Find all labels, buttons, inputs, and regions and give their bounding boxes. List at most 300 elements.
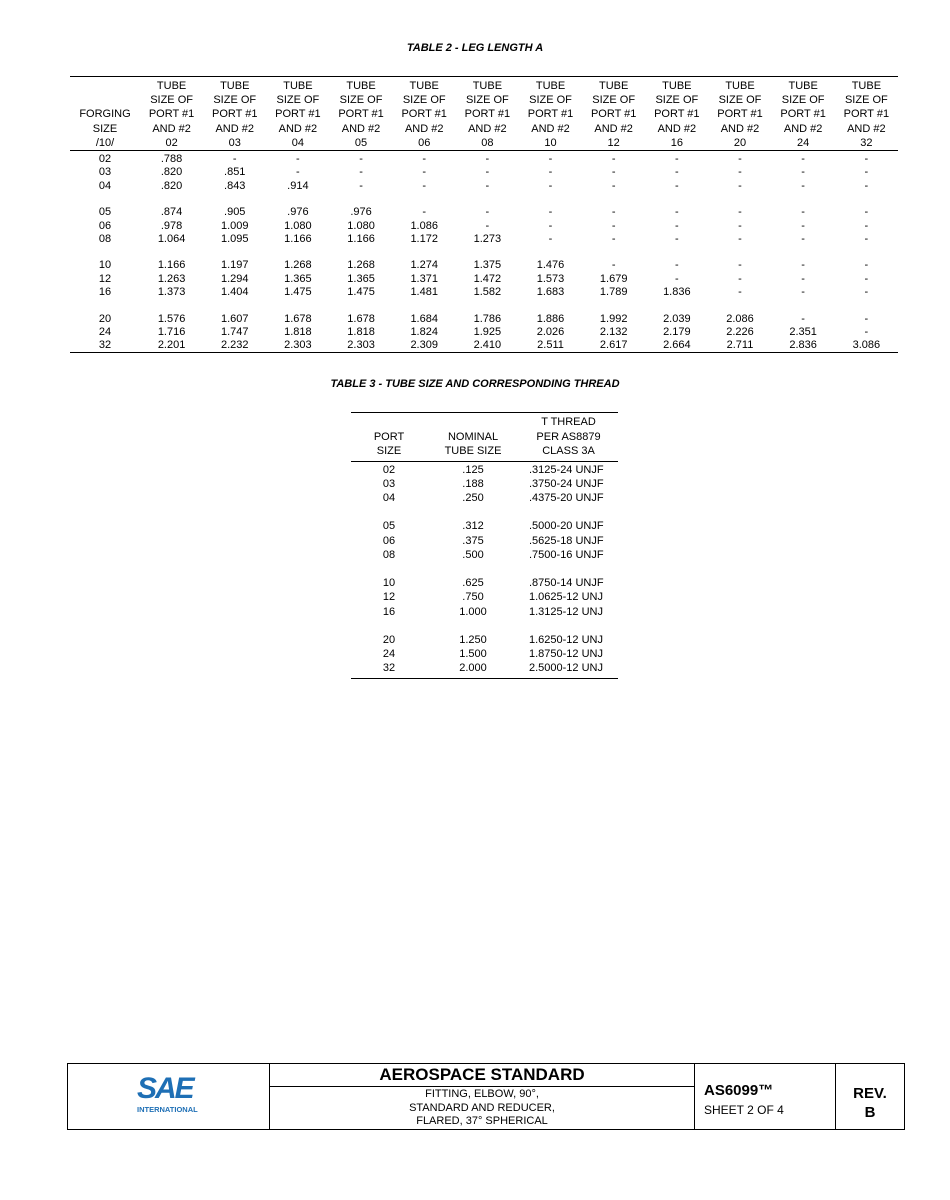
header-line: AND #2 xyxy=(278,122,318,135)
thread-cell: .5625-18 UNJF xyxy=(529,534,604,547)
header-line: TUBE xyxy=(535,80,566,92)
header-line: FORGING xyxy=(79,108,131,121)
table-row xyxy=(70,166,898,179)
leg-length-cell: 1.365 xyxy=(347,272,375,285)
leg-length-cell: 1.095 xyxy=(220,232,249,245)
leg-length-cell: - xyxy=(548,206,553,219)
thread-cell: .5000-20 UNJF xyxy=(529,520,604,533)
column-size: 05 xyxy=(354,136,368,149)
leg-length-cell: - xyxy=(296,153,300,166)
header-line: AND #2 xyxy=(657,122,697,135)
table-row xyxy=(351,647,618,661)
table-row xyxy=(70,339,898,353)
leg-length-cell: 1.472 xyxy=(473,272,502,285)
group-spacer xyxy=(351,562,618,576)
header-line: TUBE xyxy=(346,80,376,92)
leg-length-cell: 1.573 xyxy=(536,272,565,285)
tube-size-header xyxy=(772,77,835,151)
document-cell xyxy=(695,1064,836,1129)
header-line: SIZE OF xyxy=(718,94,762,107)
tube-size-header xyxy=(266,77,329,151)
column-size: 24 xyxy=(797,136,810,149)
leg-length-cell: 2.836 xyxy=(789,339,817,352)
table-row xyxy=(70,180,898,193)
leg-length-cell: - xyxy=(548,179,553,192)
leg-length-cell: 1.716 xyxy=(157,325,186,338)
thread-cell: 1.6250-12 UNJ xyxy=(529,633,603,646)
leg-length-cell: - xyxy=(359,153,363,166)
leg-length-cell: 1.786 xyxy=(473,312,502,325)
leg-length-cell: 1.373 xyxy=(157,285,186,298)
table-row xyxy=(351,633,618,647)
leg-length-cell: 1.371 xyxy=(410,272,438,285)
leg-length-cell: - xyxy=(485,219,490,232)
forging-size-cell: 20 xyxy=(98,312,112,325)
description-line: FLARED, 37° SPHERICAL xyxy=(416,1115,548,1127)
leg-length-cell: - xyxy=(674,153,679,166)
title-cell xyxy=(270,1064,695,1129)
leg-length-cell: - xyxy=(548,219,553,232)
leg-length-cell: 2.179 xyxy=(663,325,691,338)
header-line: PORT #1 xyxy=(527,108,574,121)
leg-length-cell: - xyxy=(611,259,616,272)
tube-size-cell: .188 xyxy=(462,477,484,490)
header-line: AND #2 xyxy=(215,122,254,135)
header-line: PORT #1 xyxy=(780,108,826,121)
port-size-cell: 24 xyxy=(382,648,396,661)
leg-length-cell: - xyxy=(674,166,679,179)
leg-length-cell: - xyxy=(801,166,805,179)
header-line: PORT #1 xyxy=(338,108,384,121)
standard-heading: AEROSPACE STANDARD xyxy=(270,1064,694,1087)
leg-length-cell: 1.607 xyxy=(220,312,249,325)
leg-length-cell: 1.274 xyxy=(410,259,438,272)
leg-length-cell: - xyxy=(738,232,742,245)
header-line: PORT #1 xyxy=(212,108,258,121)
thread-header xyxy=(519,413,618,462)
port-size-cell: 04 xyxy=(382,491,396,504)
tube-size-header xyxy=(140,77,203,151)
header-line: AND #2 xyxy=(531,122,570,135)
header-line: T THREAD xyxy=(541,416,596,428)
header-line: AND #2 xyxy=(152,122,191,135)
leg-length-cell: - xyxy=(738,153,742,166)
leg-length-cell: 1.925 xyxy=(473,325,502,338)
description-line: STANDARD AND REDUCER, xyxy=(409,1101,555,1114)
leg-length-cell: 1.818 xyxy=(347,325,375,338)
leg-length-cell: .820 xyxy=(160,166,183,179)
leg-length-cell: - xyxy=(864,312,869,325)
leg-length-cell: - xyxy=(801,259,805,272)
leg-length-cell: 1.824 xyxy=(410,325,438,338)
leg-length-cell: 1.375 xyxy=(473,259,502,272)
forging-size-header xyxy=(70,77,140,151)
header-line: SIZE OF xyxy=(844,94,888,107)
port-size-cell: 20 xyxy=(382,633,396,646)
leg-length-cell: - xyxy=(422,179,427,192)
tube-size-header xyxy=(708,77,771,151)
header-line: AND #2 xyxy=(594,122,633,135)
leg-length-cell: 1.064 xyxy=(157,232,186,245)
header-line: AND #2 xyxy=(720,122,760,135)
table-row xyxy=(70,206,898,219)
forging-size-cell: 02 xyxy=(98,153,112,166)
header-line: AND #2 xyxy=(468,122,507,135)
tube-size-cell: .750 xyxy=(462,591,484,604)
group-spacer xyxy=(70,246,898,259)
header-line: SIZE OF xyxy=(529,94,572,107)
tube-size-header xyxy=(519,77,582,151)
table-row xyxy=(70,220,898,233)
leg-length-cell: 1.273 xyxy=(473,232,502,245)
forging-size-cell: 32 xyxy=(98,339,112,352)
leg-length-cell: 1.886 xyxy=(536,312,565,325)
leg-length-cell: - xyxy=(611,166,616,179)
leg-length-cell: - xyxy=(801,312,805,325)
leg-length-cell: 1.582 xyxy=(473,285,502,298)
leg-length-cell: - xyxy=(548,153,553,166)
forging-size-cell: 10 xyxy=(98,259,112,272)
header-line: TUBE xyxy=(851,80,882,92)
leg-length-cell: 1.294 xyxy=(220,272,249,285)
column-size: 32 xyxy=(860,136,873,149)
leg-length-cell: - xyxy=(485,206,490,219)
leg-length-cell: - xyxy=(801,179,805,192)
forging-size-cell: 05 xyxy=(98,206,112,219)
title-block xyxy=(67,1063,905,1130)
leg-length-cell: - xyxy=(674,206,679,219)
leg-length-cell: - xyxy=(864,166,869,179)
tube-size-header xyxy=(329,77,392,151)
leg-length-cell: 2.711 xyxy=(726,339,754,352)
header-line: PORT xyxy=(373,430,405,443)
table-row xyxy=(70,286,898,299)
header-line: SIZE OF xyxy=(655,94,699,107)
port-size-cell: 08 xyxy=(382,548,396,561)
port-size-cell: 12 xyxy=(382,591,396,604)
thread-cell: .3125-24 UNJF xyxy=(529,463,604,476)
header-line: CLASS 3A xyxy=(542,445,595,457)
leg-length-cell: .820 xyxy=(160,179,183,192)
tube-size-cell: .250 xyxy=(462,491,484,504)
column-size: 10 xyxy=(544,136,557,149)
column-size: 04 xyxy=(291,136,305,149)
tube-size-header xyxy=(393,77,456,151)
tube-size-cell: .625 xyxy=(462,577,484,590)
header-line: SIZE OF xyxy=(339,94,383,107)
header-line: PORT #1 xyxy=(654,108,700,121)
header-line: PORT #1 xyxy=(843,108,890,121)
port-size-cell: 03 xyxy=(382,477,396,490)
leg-length-cell: 2.232 xyxy=(220,339,249,352)
leg-length-cell: - xyxy=(674,179,679,192)
tube-size-cell: .375 xyxy=(462,534,484,547)
leg-length-cell: 1.172 xyxy=(410,232,438,245)
leg-length-cell: .976 xyxy=(350,206,372,219)
port-size-cell: 10 xyxy=(382,577,396,590)
port-size-cell: 32 xyxy=(382,662,396,675)
group-spacer xyxy=(351,619,618,633)
leg-length-cell: - xyxy=(611,179,616,192)
table-row xyxy=(351,461,618,477)
header-line: PORT #1 xyxy=(148,108,195,121)
port-size-cell: 16 xyxy=(382,605,396,618)
table-row xyxy=(351,661,618,678)
leg-length-cell: 1.166 xyxy=(157,259,186,272)
header-line: SIZE OF xyxy=(213,94,257,107)
description-line: FITTING, ELBOW, 90°, xyxy=(425,1088,539,1100)
leg-length-cell: 1.009 xyxy=(220,219,249,232)
leg-length-cell: 2.664 xyxy=(663,339,691,352)
header-line: TUBE xyxy=(472,80,503,92)
leg-length-cell: - xyxy=(611,219,616,232)
leg-length-cell: - xyxy=(422,206,427,219)
table-row xyxy=(351,477,618,491)
leg-length-cell: 1.678 xyxy=(284,312,312,325)
tube-size-cell: .312 xyxy=(462,520,484,533)
forging-size-cell: 12 xyxy=(98,272,112,285)
table-row xyxy=(351,605,618,619)
forging-size-cell: 06 xyxy=(98,219,112,232)
sae-logo-cell xyxy=(68,1064,270,1129)
header-line: SIZE OF xyxy=(592,94,636,107)
leg-length-cell: 1.080 xyxy=(284,219,312,232)
leg-length-cell: .788 xyxy=(160,153,183,166)
leg-length-cell: 1.789 xyxy=(599,285,628,298)
leg-length-cell: - xyxy=(548,232,553,245)
table-row xyxy=(351,519,618,533)
tube-size-cell: .500 xyxy=(462,548,484,561)
header-line: TUBE xyxy=(220,80,250,92)
column-size: 03 xyxy=(228,136,241,149)
header-line: TUBE xyxy=(156,80,187,92)
table-row xyxy=(70,259,898,272)
column-size: 12 xyxy=(607,136,620,149)
tube-size-header xyxy=(582,77,645,151)
table2-title: TABLE 2 - LEG LENGTH A xyxy=(406,42,544,54)
leg-length-cell: 1.818 xyxy=(284,325,312,338)
leg-length-cell: - xyxy=(738,259,742,272)
header-line: SIZE xyxy=(92,122,118,135)
thread-cell: .4375-20 UNJF xyxy=(529,491,604,504)
tube-size-cell: 1.250 xyxy=(459,633,487,646)
leg-length-cell: 1.268 xyxy=(347,259,375,272)
leg-length-cell: 1.365 xyxy=(284,272,312,285)
group-spacer xyxy=(351,505,618,519)
tube-size-header xyxy=(645,77,708,151)
revision-label: REV. xyxy=(853,1085,887,1102)
leg-length-cell: - xyxy=(864,206,869,219)
leg-length-cell: - xyxy=(611,232,616,245)
leg-length-cell: 1.678 xyxy=(347,312,375,325)
header-line: SIZE OF xyxy=(781,94,825,107)
leg-length-cell: - xyxy=(864,153,869,166)
leg-length-cell: - xyxy=(359,179,363,192)
column-size: 02 xyxy=(165,136,178,149)
leg-length-cell: - xyxy=(422,166,427,179)
leg-length-cell: 2.617 xyxy=(599,339,628,352)
table-row xyxy=(70,233,898,246)
thread-cell: 1.0625-12 UNJ xyxy=(529,591,603,604)
port-size-cell: 05 xyxy=(382,520,396,533)
sae-logo-mark: SAE xyxy=(137,1072,193,1105)
leg-length-cell: .851 xyxy=(224,166,246,179)
header-line: NOMINAL xyxy=(447,430,499,443)
port-size-cell: 02 xyxy=(382,463,396,476)
header-line: SIZE OF xyxy=(150,94,193,107)
leg-length-cell: - xyxy=(611,206,616,219)
table-row xyxy=(70,326,898,339)
header-line: /10/ xyxy=(95,136,115,149)
leg-length-cell: 1.268 xyxy=(284,259,312,272)
tube-size-cell: 2.000 xyxy=(459,662,487,675)
leg-length-cell: 1.197 xyxy=(220,259,249,272)
header-line: PORT #1 xyxy=(275,108,321,121)
header-line: PER AS8879 xyxy=(536,430,601,443)
leg-length-cell: - xyxy=(801,219,805,232)
leg-length-cell: - xyxy=(864,325,869,338)
sae-logo-subtext: INTERNATIONAL xyxy=(137,1105,198,1114)
leg-length-cell: .905 xyxy=(224,206,246,219)
header-line: TUBE xyxy=(409,80,439,92)
leg-length-cell: 2.511 xyxy=(537,339,564,352)
tube-size-header xyxy=(203,77,266,151)
leg-length-cell: - xyxy=(548,166,553,179)
leg-length-cell: - xyxy=(674,232,679,245)
thread-cell: .7500-16 UNJF xyxy=(529,548,604,561)
column-size: 16 xyxy=(670,136,683,149)
header-line: SIZE xyxy=(376,445,402,457)
header-line: PORT #1 xyxy=(464,108,511,121)
leg-length-cell: - xyxy=(864,179,869,192)
leg-length-cell: - xyxy=(738,179,742,192)
thread-cell: .3750-24 UNJF xyxy=(529,477,604,490)
leg-length-cell: - xyxy=(864,219,869,232)
leg-length-cell: - xyxy=(864,272,869,285)
table-row xyxy=(351,491,618,505)
header-line: PORT #1 xyxy=(401,108,447,121)
header-line: TUBE xyxy=(788,80,818,92)
thread-cell: 1.3125-12 UNJ xyxy=(529,605,603,618)
tube-size-cell: .125 xyxy=(462,463,484,476)
leg-length-cell: .874 xyxy=(160,206,183,219)
leg-length-cell: - xyxy=(801,206,805,219)
leg-length-cell: - xyxy=(232,153,237,166)
forging-size-cell: 04 xyxy=(98,179,112,192)
leg-length-cell: - xyxy=(611,153,616,166)
leg-length-cell: - xyxy=(738,219,742,232)
leg-length-cell: 1.086 xyxy=(410,219,438,232)
table-row xyxy=(70,313,898,326)
leg-length-cell: 1.992 xyxy=(599,312,628,325)
leg-length-cell: 1.836 xyxy=(663,285,691,298)
header-line: TUBE xyxy=(725,80,755,92)
table-row xyxy=(70,273,898,286)
header-line: TUBE xyxy=(283,80,313,92)
sheet-number: SHEET 2 OF 4 xyxy=(704,1103,784,1117)
leg-length-cell: 1.475 xyxy=(347,285,375,298)
column-size: 20 xyxy=(733,136,747,149)
leg-length-cell: - xyxy=(296,166,300,179)
revision-cell xyxy=(836,1064,904,1129)
leg-length-cell: - xyxy=(359,166,363,179)
leg-length-cell: - xyxy=(801,285,805,298)
forging-size-cell: 16 xyxy=(98,285,112,298)
leg-length-cell: 2.303 xyxy=(284,339,312,352)
leg-length-cell: 2.039 xyxy=(663,312,691,325)
leg-length-cell: 1.080 xyxy=(347,219,375,232)
header-line: TUBE xyxy=(662,80,692,92)
leg-length-cell: 2.351 xyxy=(789,325,817,338)
table-header-row xyxy=(70,77,898,151)
document-number: AS6099™ xyxy=(704,1082,774,1099)
port-size-header xyxy=(351,413,427,462)
header-line: AND #2 xyxy=(783,122,823,135)
leg-length-cell: - xyxy=(738,285,742,298)
leg-length-cell: - xyxy=(801,232,805,245)
table-row xyxy=(351,590,618,604)
leg-length-cell: 2.410 xyxy=(473,339,502,352)
header-line: PORT #1 xyxy=(717,108,763,121)
leg-length-cell: - xyxy=(864,232,869,245)
leg-length-cell: 3.086 xyxy=(852,339,881,352)
leg-length-cell: 2.201 xyxy=(157,339,186,352)
thread-cell: 1.8750-12 UNJ xyxy=(529,648,603,661)
leg-length-cell: - xyxy=(864,285,869,298)
leg-length-cell: 1.476 xyxy=(536,259,565,272)
thread-cell: 2.5000-12 UNJ xyxy=(529,662,603,675)
leg-length-cell: 2.303 xyxy=(347,339,375,352)
table-row xyxy=(70,151,898,167)
forging-size-cell: 08 xyxy=(98,232,112,245)
header-line: SIZE OF xyxy=(276,94,320,107)
leg-length-cell: - xyxy=(801,153,805,166)
leg-length-cell: .914 xyxy=(287,179,309,192)
table-row xyxy=(351,576,618,590)
leg-length-cell: .976 xyxy=(287,206,309,219)
leg-length-cell: - xyxy=(485,153,490,166)
thread-cell: .8750-14 UNJF xyxy=(529,577,604,590)
header-line: TUBE SIZE xyxy=(444,445,502,457)
leg-length-cell: 1.747 xyxy=(220,325,249,338)
header-line: AND #2 xyxy=(341,122,381,135)
leg-length-cell: 1.263 xyxy=(157,272,186,285)
leg-length-cell: - xyxy=(738,272,742,285)
leg-length-cell: 1.475 xyxy=(284,285,312,298)
leg-length-cell: 1.679 xyxy=(599,272,628,285)
forging-size-cell: 24 xyxy=(98,325,112,338)
tube-size-cell: 1.500 xyxy=(459,648,487,661)
tube-size-header xyxy=(456,77,519,151)
leg-length-cell: .978 xyxy=(160,219,183,232)
leg-length-cell: - xyxy=(422,153,427,166)
header-line: SIZE OF xyxy=(465,94,509,107)
header-line: SIZE OF xyxy=(402,94,446,107)
table-row xyxy=(351,548,618,562)
port-size-cell: 06 xyxy=(382,534,396,547)
table3-title: TABLE 3 - TUBE SIZE AND CORRESPONDING THREAD xyxy=(330,378,620,390)
leg-length-cell: 1.481 xyxy=(410,285,438,298)
leg-length-cell: - xyxy=(864,259,869,272)
table-header-row xyxy=(351,413,618,462)
tube-size-thread-table xyxy=(351,412,618,679)
nominal-tube-size-header xyxy=(427,413,519,462)
group-spacer xyxy=(70,193,898,206)
part-description xyxy=(270,1088,694,1129)
header-line: TUBE xyxy=(599,80,629,92)
leg-length-cell: - xyxy=(801,272,805,285)
leg-length-table xyxy=(70,76,898,353)
